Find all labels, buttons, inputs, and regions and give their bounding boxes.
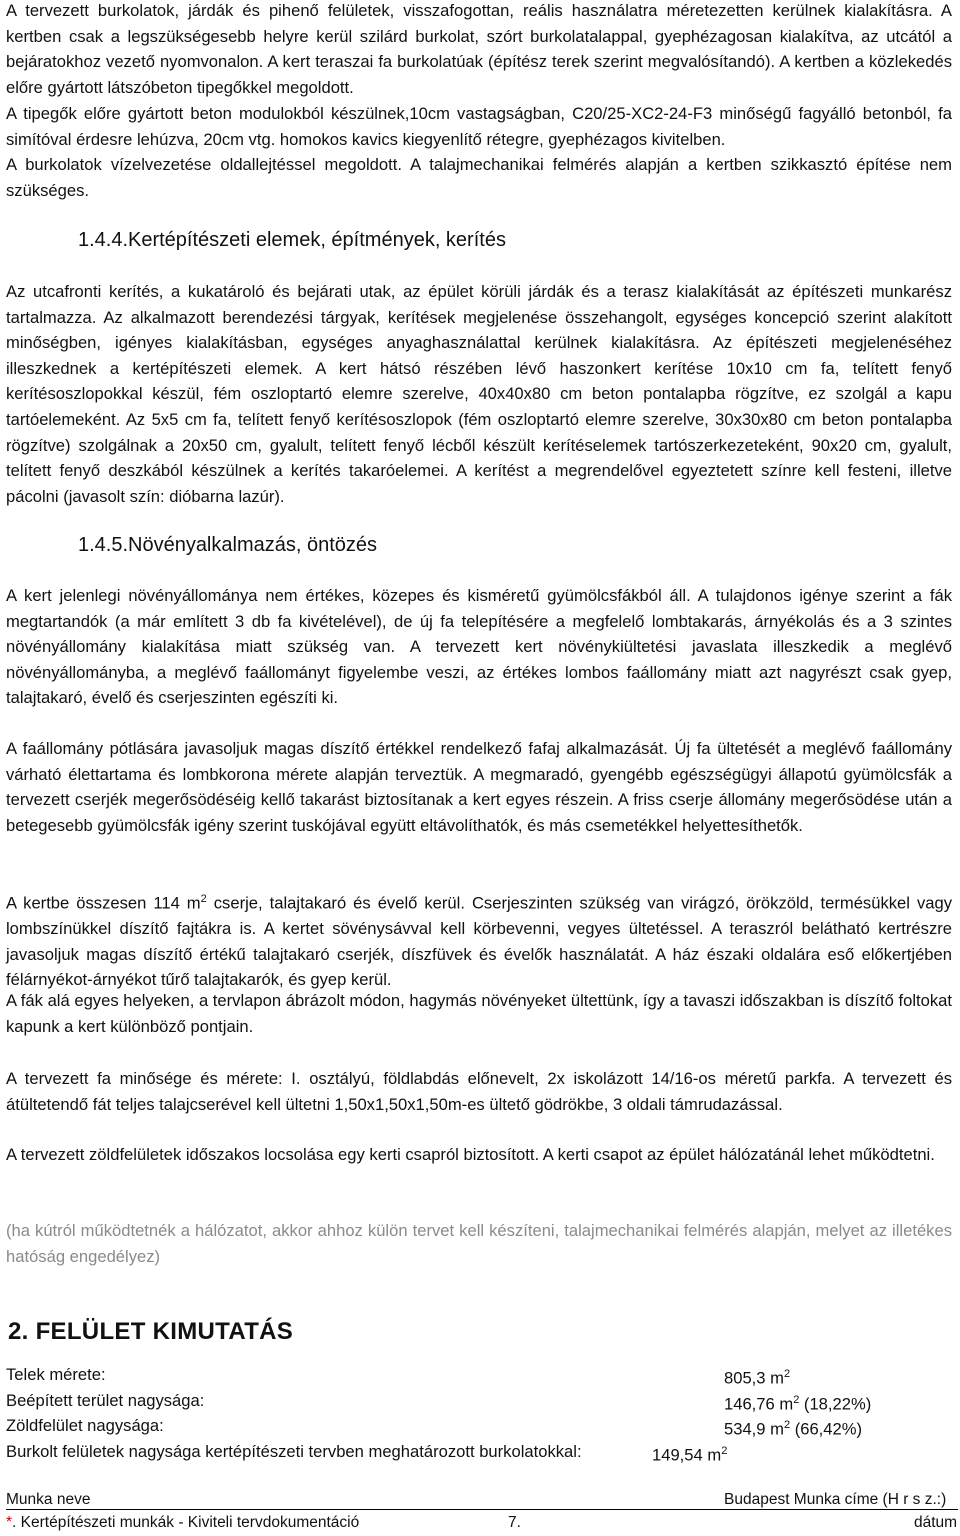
- paragraph-plant-stock: A kert jelenlegi növényállománya nem értékes, közepes és kisméretű gyümölcsfákból áll. A tulajdonos igénye szerint a fák megtartandók (a már említett 3 db fa kivételével), de új fa telepítésére a megfelelő lombtakarás, árnyékolás és a 3 szintes növényállomány kialakítása miatt szükség van. A tervezett kert növénykiültetési javaslata illeszkedik a meglévő növényállományba, a meglévő faállományt figyelembe veszi, az értékes lombos faállomány miatt azt nagyrészt csak gyep, talajtakaró, évelő és cserjeszinten egészíti ki.: [6, 586, 952, 708]
- paragraph-bulbs: A fák alá egyes helyeken, a tervlapon ábrázolt módon, hagymás növényeket ültettünk, így a tavaszi időszakban is díszítő foltokat kapunk a kert különböző pontjain.: [6, 991, 952, 1036]
- shrub-text-rest: cserje, talajtakaró és évelő kerül. Cserjeszinten szükség van virágzó, örökzöld, termésükkel vagy lombszínükkel díszítő fajtákra is. A kertet sövénysávval kell körbevenni, vegyes ültetéssel. A teraszról belátható kertrészre javasoljuk magas díszítő értékű talajtakaró cserjék, díszfüvek és évelők használatát. A ház északi oldalára eső előkertjében félárnyékot-árnyékot tűrő talajtakarók, és gyep kerül.: [6, 893, 953, 990]
- footer-document-title: *. Kertépítészeti munkák - Kiviteli tervdokumentáció: [6, 1514, 360, 1531]
- paragraph-drainage: A burkolatok vízelvezetése oldallejtéssel megoldott. A talajmechanikai felmérés alapján a kertben szikkasztó építése nem szükséges.: [6, 155, 952, 200]
- section-title: Kertépítészeti elemek, építmények, kerítés: [128, 229, 506, 251]
- paragraph-well-note: (ha kútról működtetnék a hálózatot, akkor ahhoz külön tervet kell készíteni, talajmechanikai felmérés alapján, melyet az illetékes hatóság engedélyez): [6, 1221, 952, 1266]
- paragraph-irrigation: A tervezett zöldfelületek időszakos locsolása egy kerti csapról biztosított. A kerti csapot az épület hálózatánál lehet működtetni.: [6, 1145, 935, 1164]
- summary-value: 146,76 $m^2$ (18,22%): [724, 1393, 872, 1414]
- paragraph-fence: Az utcafronti kerítés, a kukatároló és bejárati utak, az épület körüli járdák és a terasz kialakítását az építészeti munkarész tartalmazza. Az alkalmazott berendezési tárgyak, kerítések megjelenése összehangolt, egységes koncepció szerint alakított minőségben, igényes kialakításban, egységes anyaghasználattal kerülnek kialakításra. Az építészeti megjelenéséhez illeszkednek a kertépítészeti elemek. A kert hátsó részében lévő haszonkert kerítése 10x10 cm fa, telített fenyő kerítésoszlopokkal készül, fém oszloptartó elemre szerelve, 40x40x80 cm beton pontalapba rögzítve, ez szolgál a kapu tartóelemeként. Az 5x5 cm fa, telített fenyő kerítésoszlopok (fém oszloptartó elemre szerelve, 30x30x80 cm beton pontalapba rögzítve) szolgálnak a 20x50 cm, gyalult, telített fenyő lécből készült kerítéselemek tartószerkezeteként, 90x20 cm, gyalult, telített fenyő deszkából készülnek a kerítés takaróelemei. A kerítést a megrendelővel egyeztetett színre kell festeni, illetve pácolni (javasolt szín: dióbarna lazúr).: [6, 282, 952, 506]
- footer-date: dátum: [914, 1514, 958, 1531]
- summary-label: Zöldfelület nagysága:: [6, 1416, 164, 1436]
- surface-summary-table: [6, 1362, 952, 1464]
- paragraph-shrubs: [6, 887, 952, 993]
- footer-star: *: [6, 1514, 13, 1531]
- section-number: 1.4.4.: [78, 229, 129, 251]
- footer-project-name: Munka neve: [6, 1491, 91, 1508]
- paragraph-pavements: A tervezett burkolatok, járdák és pihenő felületek, visszafogottan, reális használatra méretezetten kerülnek kialakításra. A kertben csak a legszükségesebb helyre kerül szilárd burkolat, szórt burkolatalappal, gyephézagosan kialakítva, az utcától a bejáratokhoz vezető nyomvonalon. A kert teraszai fa burkolatúak (építész terek szerint megvalósítandó). A kertben a közlekedés előre gyártott látszóbeton tipegőkkel megoldott.: [6, 1, 952, 97]
- paragraph-stepping-stones: A tipegők előre gyártott beton modulokból készülnek,10cm vastagságban, C20/25-XC2-24-F3 minőségű fagyálló betonból, fa simítóval érdesre lehúzva, 20cm vtg. homokos kavics kiegyenlítő rétegre, gyephézagos kivitelben.: [6, 104, 952, 149]
- summary-label: Telek mérete:: [6, 1365, 106, 1384]
- summary-label: Burkolt felületek nagysága kertépítészeti tervben meghatározott burkolatokkal:: [6, 1441, 582, 1461]
- summary-value: 534,9 $m^2$ (66,42%): [724, 1419, 863, 1439]
- section-heading-surface-summary: 2. FELÜLET KIMUTATÁS: [8, 1318, 294, 1345]
- section-heading-144: [78, 229, 506, 252]
- shrub-area-text: A kertbe összesen 114 m: [6, 893, 201, 913]
- section-number: 1.4.5.: [78, 534, 129, 556]
- paragraph-tree-quality: A tervezett fa minősége és mérete: I. osztályú, földlabdás előnevelt, 2x iskolázott 14/16-os méretű parkfa. A tervezett és átültetendő fát teljes talajcserével kell ültetni 1,50x1,50x1,50m-es ültető gödrökbe, 3 oldali támrudazással.: [6, 1069, 952, 1114]
- summary-label: Beépített terület nagysága:: [6, 1390, 205, 1410]
- footer-project-address: Budapest Munka címe (H r s z.:): [724, 1491, 947, 1508]
- unit-superscript: 2: [200, 893, 207, 905]
- section-heading-145: [78, 534, 377, 557]
- page-number: 7.: [508, 1514, 521, 1531]
- summary-value: 149,54 $m^2$: [652, 1444, 728, 1465]
- summary-row: [6, 1413, 952, 1439]
- section-title: Növényalkalmazás, öntözés: [128, 534, 378, 556]
- paragraph-tree-replacement: A faállomány pótlására javasoljuk magas díszítő értékkel rendelkező fafaj alkalmazását. Új fa ültetését a meglévő faállomány várható élettartama és lombkorona mérete alapján terveztük. A megmaradó, gyengébb egészségügyi állapotú gyümölcsfák a tervezett cserjék megerősödéséig kellő takarást biztosítanak a kert egyes részein. A friss cserje állomány megerősödése után a betegesebb gyümölcsfák igény szerint tuskójával együtt eltávolíthatók, és más csemetékkel helyettesíthetők.: [6, 739, 952, 835]
- summary-row: [6, 1439, 952, 1465]
- summary-row: [6, 1362, 952, 1388]
- footer-divider: [6, 1509, 958, 1510]
- summary-value: 805,3 $m^2$: [724, 1368, 791, 1388]
- summary-row: [6, 1388, 952, 1414]
